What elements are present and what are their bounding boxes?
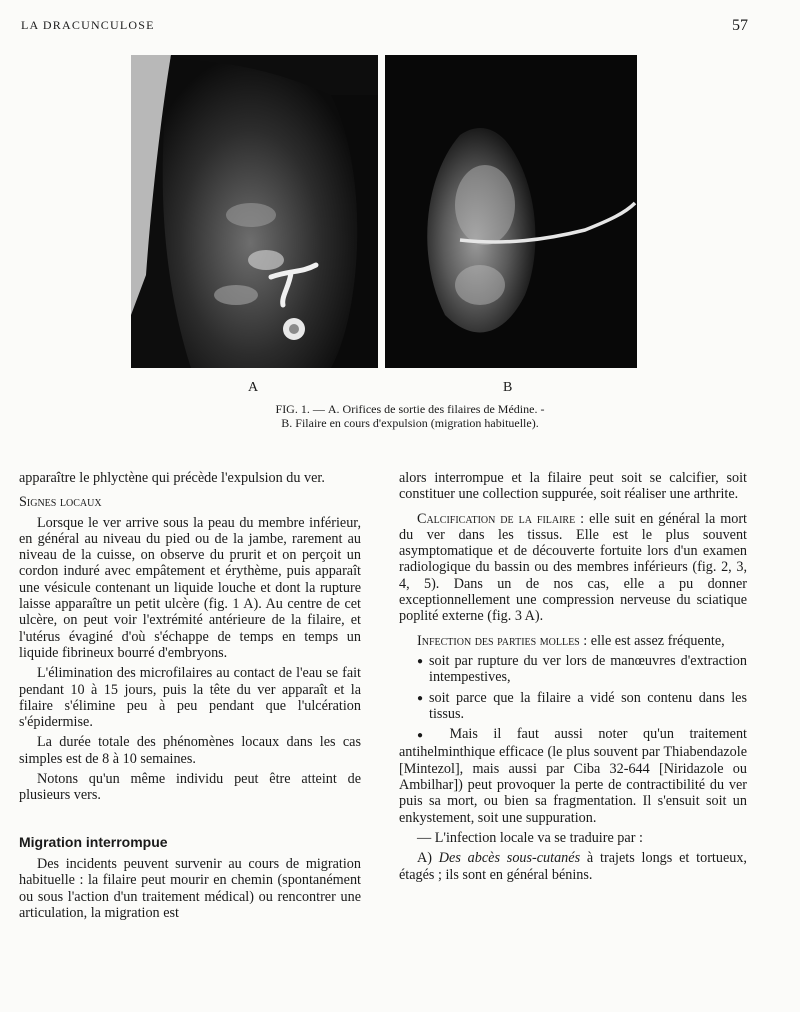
- bullet-icon: ●: [417, 730, 450, 742]
- paragraph: Notons qu'un même individu peut être atteint de plusieurs vers.: [19, 771, 361, 804]
- paragraph: Lorsque le ver arrive sous la peau du membre inférieur, en général au niveau du pied ou de la jambe, rarement au niveau de la cuisse, on observe du prurit et on perçoit un cordon induré avec empâtement et érythème, puis apparaît une vésicule contenant un liquide louche et dont la rupture laisse apparaître un petit ulcère (fig. 1 A). Au centre de cet ulcère, on peut voir l'extrémité antérieure de la filaire, et l'utérus évaginé d'où s'échappe de temps en temps un liquide fibrineux bourré d'embryons.: [19, 514, 361, 661]
- paragraph: alors interrompue et la filaire peut soit se calcifier, soit constituer une collection suppurée, soit réaliser une arthrite.: [399, 470, 747, 503]
- paragraph: [399, 633, 747, 649]
- paragraph: [399, 726, 747, 826]
- section-heading: Migration interrompue: [19, 833, 168, 850]
- paragraph: L'élimination des microfilaires au contact de l'eau se fait pendant 10 à 15 jours, puis la tête du ver apparaît et la filaire s'élimine peu à peu pendant que l'ulcération s'épidermise.: [19, 665, 361, 731]
- panel-label-a: A: [248, 380, 259, 395]
- paragraph: Des incidents peuvent survenir au cours de migration habituelle : la filaire peut mourir en chemin (spontanément ou sous l'action d'un traitement médical) ou rencontrer une articulation, la migration est: [19, 855, 361, 921]
- caption-b-tag: B.: [281, 416, 293, 430]
- page-number: 57: [732, 17, 748, 34]
- caption-a-tag: A.: [327, 402, 340, 416]
- bullet-icon: ●: [417, 655, 424, 667]
- paragraph: apparaître le phlyctène qui précède l'expulsion du ver.: [19, 470, 325, 486]
- paragraph: — L'infection locale va se traduire par :: [417, 829, 643, 846]
- emphasis: Des abcès sous-cutanés: [438, 850, 581, 867]
- inline-heading: Infection des parties molles: [417, 632, 580, 649]
- figure-caption: [200, 402, 620, 430]
- list-item: [399, 690, 747, 723]
- left-column: [19, 470, 361, 925]
- list-item-text: soit parce que la filaire a vidé son contenu dans les tissus.: [429, 689, 747, 722]
- list-marker: A): [417, 850, 439, 867]
- running-title: LA DRACUNCULOSE: [21, 18, 155, 32]
- panel-label-b: B: [503, 380, 513, 395]
- bullet-icon: ●: [417, 692, 424, 704]
- figure-photo-a: [131, 55, 378, 368]
- caption-fig: FIG. 1. —: [275, 402, 325, 416]
- caption-a: Orifices de sortie des filaires de Médine. -: [342, 402, 545, 416]
- right-column: [399, 470, 747, 887]
- paragraph-text: : elle suit en général la mort du ver dans les tissus. Elle est le plus souvent asymptomatique et de découverte fortuite lors d'un examen radiologique du bassin ou des membres inférieurs (fig. 2, 3, 4, 5). Dans un de nos cas, elle a pu donner exceptionnellement une compression nerveuse du sciatique poplité externe (fig. 3 A).: [399, 510, 748, 625]
- section-subheading: Signes locaux: [19, 494, 102, 511]
- paragraph: [399, 850, 747, 883]
- paragraph-text: : elle est assez fréquente,: [579, 632, 725, 649]
- paragraph: La durée totale des phénomènes locaux dans les cas simples est de 8 à 10 semaines.: [19, 734, 361, 767]
- figure-photo-b: [385, 55, 637, 368]
- inline-heading: Calcification de la filaire: [417, 510, 576, 527]
- paragraph: [399, 511, 747, 625]
- paragraph-text: à trajets longs et tortueux, étagés ; ils sont en général bénins.: [399, 850, 747, 883]
- list-item: [399, 653, 747, 686]
- caption-b: Filaire en cours d'expulsion (migration habituelle).: [295, 416, 539, 430]
- paragraph-text: Mais il faut aussi noter qu'un traitement antihelminthique efficace (le plus souvent par Thiabendazole [Mintezol], mais aussi par Ciba 32-644 [Niridazole ou Ambilhar]) peut provoquer la perte de contractibilité du ver puis sa mort, ou bien sa fragmentation. Il s'ensuit soit un enkystement, soit une suppuration.: [399, 726, 747, 826]
- list-item-text: soit par rupture du ver lors de manœuvres d'extraction intempestives,: [429, 652, 747, 686]
